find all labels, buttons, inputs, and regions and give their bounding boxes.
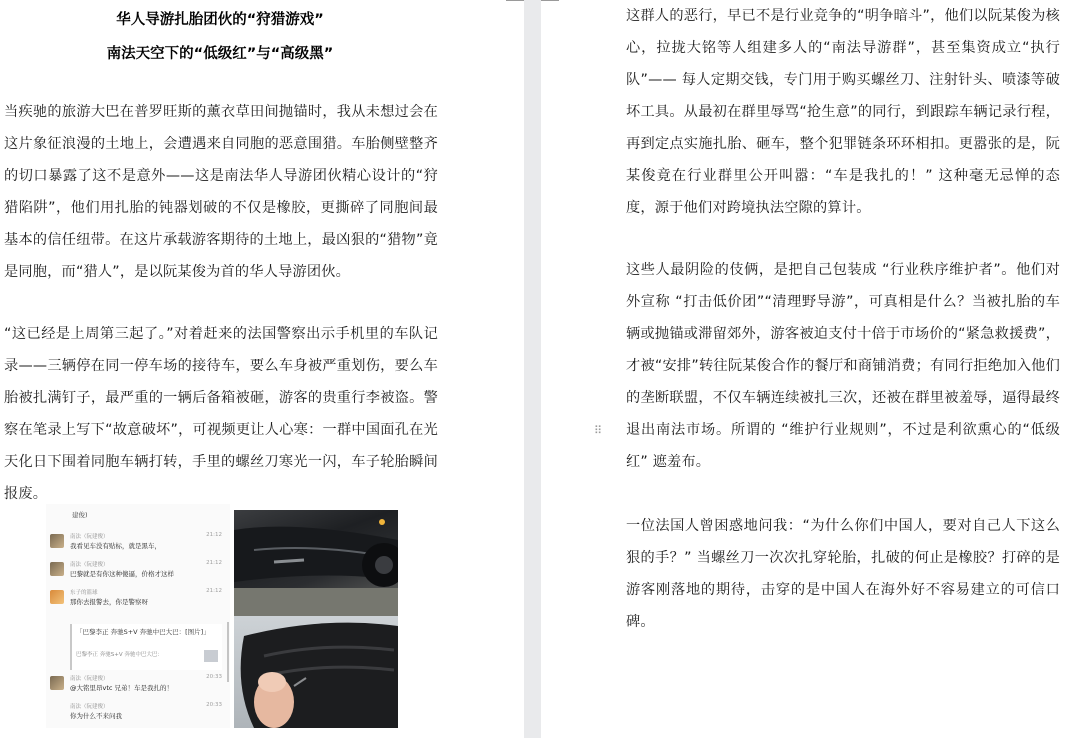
chat-text: 巴黎就是有你这种傻逼，价格才这样	[70, 570, 174, 578]
quote-thumbnail	[204, 650, 218, 662]
body-paragraph: 这些人最阴险的伎俩，是把自己包装成 “行业秩序维护者”。他们对外宣称 “打击低价团”“清理野导游”，可真相是什么？当被扎胎的车辆或抛锚或滞留郊外，游客被迫支付十倍于市场价的“紧急救援费”，才被“安排”转往阮某俊合作的餐厅和商铺消费；有同行拒绝加入他们的垄断联盟，不仅车辆连续被扎三次，还被在群里被羞辱，逼得最终退出南法市场。所谓的 “维护行业规则”，不过是利欲熏心的“低级红” 遮羞布。	[626, 262, 1060, 470]
quote-subtext: 巴黎李正 奔驰S+V 奔驰中巴大巴：	[76, 652, 163, 658]
chat-time: 21:12	[206, 560, 222, 566]
avatar	[50, 676, 64, 690]
document-page-right	[541, 0, 1080, 738]
chat-time: 21:12	[206, 588, 222, 594]
chat-screenshot-image	[46, 504, 230, 728]
chat-scrollbar	[227, 622, 229, 682]
body-paragraph: “这已经是上周第三起了。”对着赶来的法国警察出示手机里的车队记录——三辆停在同一停车场的接待车，要么车身被严重划伤，要么车胎被扎满钉子，最严重的一辆后备箱被砸，游客的贵重行李被盗。警察在笔录上写下“故意破坏”，可视频更让人心寒：一群中国面孔在光天化日下围着同胞车辆打转，手里的螺丝刀寒光一闪，车子轮胎瞬间报废。	[4, 326, 438, 502]
chat-time: 20:33	[206, 702, 222, 708]
drag-handle-icon[interactable]: ⠿	[594, 424, 602, 437]
avatar	[50, 534, 64, 548]
article-subtitle: 南法天空下的“低级红”与“高级黑”	[106, 46, 334, 62]
car-door-photo	[234, 510, 398, 616]
chat-header-fragment: 建俊)	[72, 511, 88, 519]
body-paragraph: 当疾驰的旅游大巴在普罗旺斯的薰衣草田间抛锚时，我从未想过会在这片象征浪漫的土地上，会遭遇来自同胞的恶意围猎。车胎侧壁整齐的切口暴露了这不是意外——这是南法华人导游团伙精心设计的“狩猎陷阱”，他们用扎胎的钝器划破的不仅是橡胶，更撕碎了同胞间最基本的信任纽带。在这片承载游客期待的土地上，最凶狠的“猎物”竟是同胞，而“猎人”，是以阮某俊为首的华人导游团伙。	[4, 104, 438, 280]
page-corner-mark	[506, 0, 524, 1]
chat-sender: 南法（阮建俊）	[70, 534, 109, 540]
avatar	[50, 562, 64, 576]
chat-text: 我看见车没有贴标，就是黑车，	[70, 542, 161, 550]
punctured-tire-photo	[234, 616, 398, 728]
chat-sender: 南法（阮建俊）	[70, 676, 109, 682]
chat-sender: 南法（阮建俊）	[70, 704, 109, 710]
tire-illustration	[234, 616, 398, 728]
chat-sender: 东子的篮球	[70, 590, 98, 596]
quote-text: 「巴黎李正 奔驰S+V 奔驰中巴大巴：[图片]」	[76, 628, 210, 636]
chat-text: @大铭里昂vtc 兄弟！车是我扎的！	[70, 684, 174, 692]
article-title: 华人导游扎胎团伙的“狩猎游戏”	[116, 12, 324, 28]
chat-time: 21:12	[206, 532, 222, 538]
avatar	[50, 590, 64, 604]
page-corner-mark	[541, 0, 559, 1]
chat-quoted-message	[70, 624, 222, 670]
car-illustration	[234, 510, 398, 616]
body-paragraph: 这群人的恶行，早已不是行业竞争的“明争暗斗”，他们以阮某俊为核心，拉拢大铭等人组建多人的“南法导游群”，甚至集资成立“执行队”—— 每人定期交钱，专门用于购买螺丝刀、注射针头、喷漆等破坏工具。从最初在群里辱骂“抢生意”的同行，到跟踪车辆记录行程，再到定点实施扎胎、砸车，整个犯罪链条环环相扣。更嚣张的是，阮某俊竟在行业群里公开叫嚣：“车是我扎的！” 这种毫无忌惮的态度，源于他们对跨境执法空隙的算计。	[626, 8, 1060, 216]
body-paragraph: 一位法国人曾困惑地问我：“为什么你们中国人，要对自己人下这么狠的手？” 当螺丝刀一次次扎穿轮胎，扎破的何止是橡胶？打碎的是游客刚落地的期待，击穿的是中国人在海外好不容易建立的可信口碑。	[626, 518, 1060, 630]
chat-text: 你为什么不来问我	[70, 712, 122, 720]
document-page-left	[0, 0, 524, 738]
chat-time: 20:33	[206, 674, 222, 680]
chat-text: 那你去报警去，你是警察呀	[70, 598, 148, 606]
chat-sender: 南法（阮建俊）	[70, 562, 109, 568]
